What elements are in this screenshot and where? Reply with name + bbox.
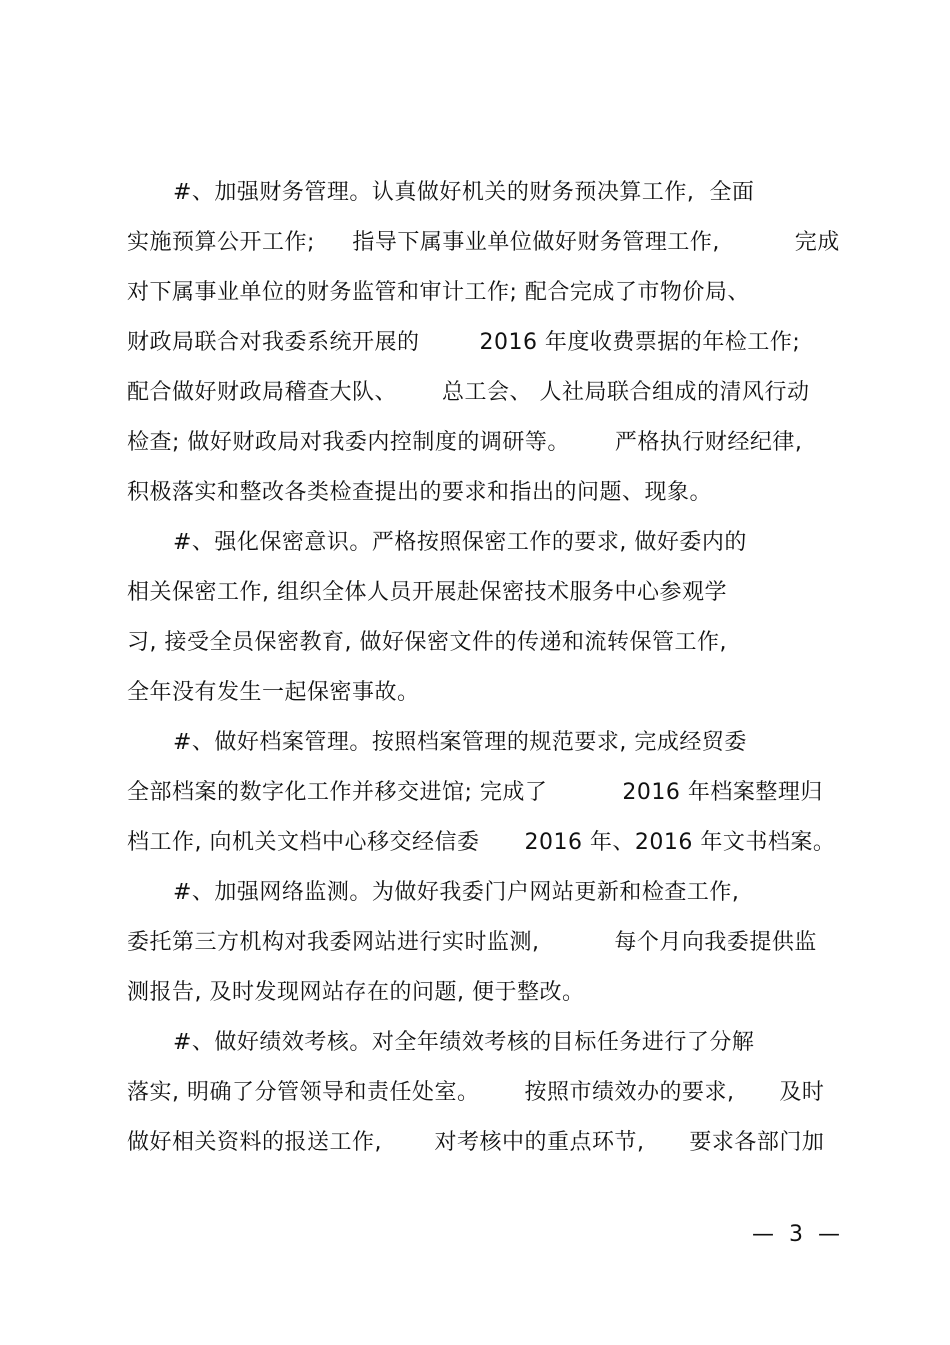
paragraph-finance-line-6: 检查; 做好财政局对我委内控制度的调研等。 严格执行财经纪律, <box>127 430 803 455</box>
paragraph-finance-line-4: 财政局联合对我委系统开展的 2016 年度收费票据的年检工作; <box>127 330 801 355</box>
paragraph-archive-line-3: 档工作, 向机关文档中心移交经信委 2016 年、2016 年文书档案。 <box>127 830 836 855</box>
paragraph-security-line-1: #、强化保密意识。严格按照保密工作的要求, 做好委内的 <box>173 530 747 555</box>
paragraph-security-line-4: 全年没有发生一起保密事故。 <box>127 680 420 705</box>
paragraph-security-line-3: 习, 接受全员保密教育, 做好保密文件的传递和流转保管工作, <box>127 630 727 655</box>
paragraph-finance-line-3: 对下属事业单位的财务监管和审计工作; 配合完成了市物价局、 <box>127 280 750 305</box>
paragraph-performance-line-2: 落实, 明确了分管领导和责任处室。 按照市绩效办的要求, 及时 <box>127 1080 825 1105</box>
paragraph-archive-line-2: 全部档案的数字化工作并移交进馆; 完成了 2016 年档案整理归 <box>127 780 823 805</box>
paragraph-finance-line-5: 配合做好财政局稽查大队、 总工会、 人社局联合组成的清风行动 <box>127 380 810 405</box>
paragraph-network-line-3: 测报告, 及时发现网站存在的问题, 便于整改。 <box>127 980 585 1005</box>
paragraph-performance-line-3: 做好相关资料的报送工作, 对考核中的重点环节, 要求各部门加 <box>127 1130 825 1155</box>
page-number: — 3 — <box>752 1222 844 1247</box>
paragraph-performance-line-1: #、做好绩效考核。对全年绩效考核的目标任务进行了分解 <box>173 1030 755 1055</box>
paragraph-network-line-2: 委托第三方机构对我委网站进行实时监测, 每个月向我委提供监 <box>127 930 817 955</box>
paragraph-archive-line-1: #、做好档案管理。按照档案管理的规范要求, 完成经贸委 <box>173 730 747 755</box>
paragraph-network-line-1: #、加强网络监测。为做好我委门户网站更新和检查工作, <box>173 880 740 905</box>
paragraph-finance-line-2: 实施预算公开工作; 指导下属事业单位做好财务管理工作, 完成 <box>127 230 840 255</box>
paragraph-security-line-2: 相关保密工作, 组织全体人员开展赴保密技术服务中心参观学 <box>127 580 727 605</box>
paragraph-finance-line-1: #、加强财务管理。认真做好机关的财务预决算工作, 全面 <box>173 180 755 205</box>
paragraph-finance-line-7: 积极落实和整改各类检查提出的要求和指出的问题、现象。 <box>127 480 713 505</box>
